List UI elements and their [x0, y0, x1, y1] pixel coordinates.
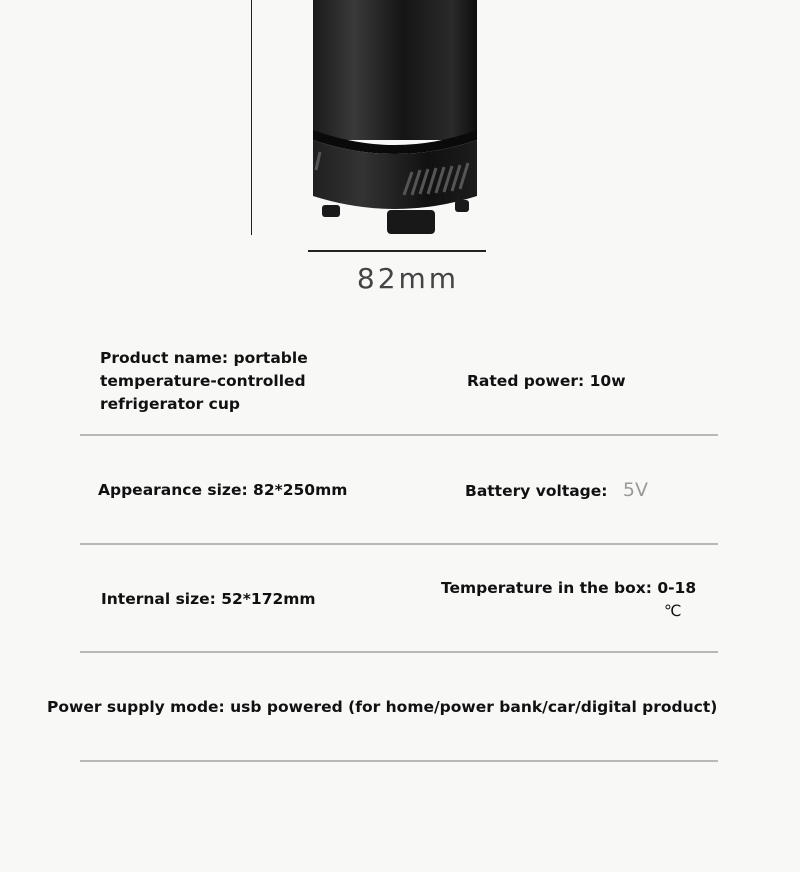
spec-power-supply-mode: Power supply mode: usb powered (for home/power bank/car/digital product) — [47, 698, 718, 716]
divider — [80, 434, 718, 436]
temperature-unit: ℃ — [664, 602, 682, 620]
spec-rated-power: Rated power: 10w — [467, 372, 626, 390]
spec-battery-voltage — [465, 479, 648, 503]
refrigerator-cup-image — [300, 0, 490, 240]
spec-product-name: Product name: portable temperature-controlled refrigerator cup — [100, 349, 308, 413]
battery-voltage-value: 5V — [622, 479, 648, 501]
divider — [80, 760, 718, 762]
battery-voltage-label: Battery voltage: — [465, 482, 608, 500]
product-figure — [0, 0, 800, 310]
spec-appearance-size: Appearance size: 82*250mm — [98, 481, 348, 499]
height-dimension-line — [251, 0, 252, 235]
divider — [80, 543, 718, 545]
spec-temperature-in-box: Temperature in the box: 0-18 — [441, 579, 697, 597]
spec-internal-size: Internal size: 52*172mm — [101, 590, 316, 608]
width-dimension-label: 82mm — [356, 262, 460, 295]
divider — [80, 651, 718, 653]
width-dimension-line — [308, 250, 486, 252]
